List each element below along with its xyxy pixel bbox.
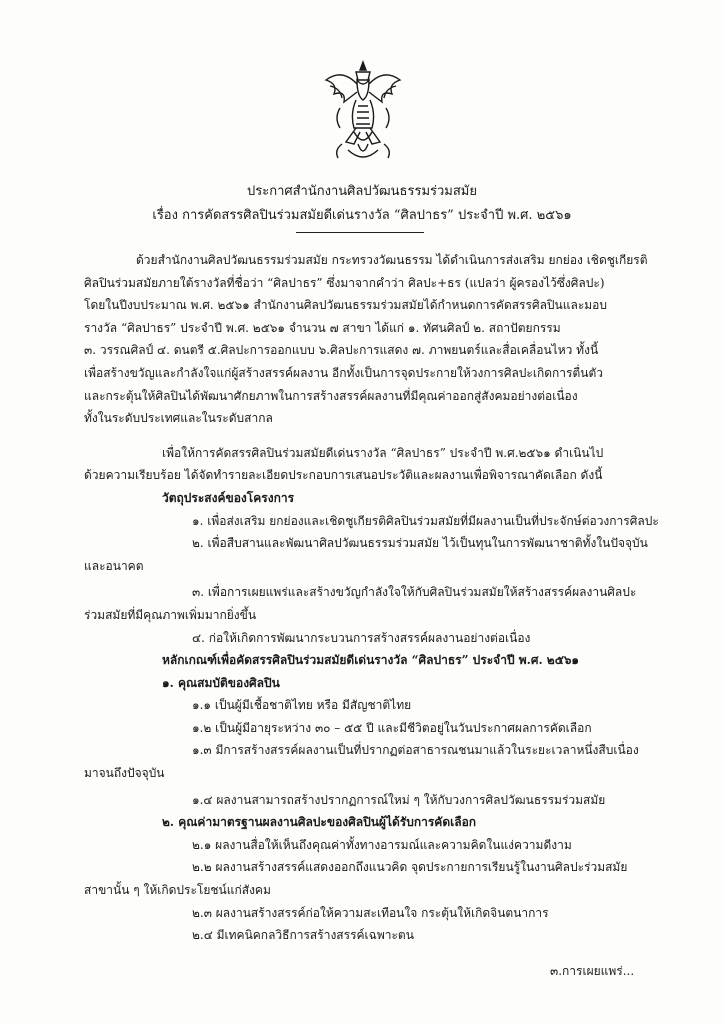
agency-title: ประกาศสำนักงานศิลปวัฒนธรรมร่วมสมัย bbox=[246, 184, 477, 199]
objective-item-continued: และอนาคต bbox=[84, 558, 144, 573]
subject-line: เรื่อง การคัดสรรศิลปินร่วมสมัยดีเด่นรางวัล “ศิลปาธร” ประจำปี พ.ศ. ๒๕๖๑ bbox=[152, 208, 572, 223]
purpose-line: ด้วยความเรียบร้อย ได้จัดทำรายละเอียดประกอบการเสนอประวัติและผลงานเพื่อพิจารณาคัดเลือก ดังนี้ bbox=[84, 468, 603, 483]
criteria-item: ๒.๔ มีเทคนิคกลวิธีการสร้างสรรค์เฉพาะตน bbox=[192, 928, 414, 943]
criteria-item-continued: มาจนถึงปัจจุบัน bbox=[84, 766, 165, 781]
objective-item: ๒. เพื่อสืบสานและพัฒนาศิลปวัฒนธรรมร่วมสมัย ไว้เป็นทุนในการพัฒนาชาติทั้งในปัจจุบัน bbox=[192, 536, 648, 551]
objectives-heading: วัตถุประสงค์ของโครงการ bbox=[162, 490, 295, 505]
document-body bbox=[84, 249, 678, 947]
intro-line: และกระตุ้นให้ศิลปินได้พัฒนาศักยภาพในการสร้างสรรค์ผลงานที่มีคุณค่าออกสู่สังคมอย่างต่อเนื่อง bbox=[84, 388, 578, 403]
intro-line: โดยในปีงบประมาณ พ.ศ. ๒๕๖๑ สำนักงานศิลปวัฒนธรรมร่วมสมัยได้กำหนดการคัดสรรศิลปินและมอบ bbox=[84, 298, 608, 313]
garuda-emblem-icon bbox=[320, 58, 406, 166]
objective-item: ๓. เพื่อการเผยแพร่และสร้างขวัญกำลังใจให้กับศิลปินร่วมสมัยให้สร้างสรรค์ผลงานศิลปะ bbox=[192, 585, 637, 600]
purpose-line: เพื่อให้การคัดสรรศิลปินร่วมสมัยดีเด่นรางวัล “ศิลปาธร” ประจำปี พ.ศ.๒๕๖๑ ดำเนินไป bbox=[162, 445, 604, 460]
intro-line: ศิลปินร่วมสมัยภายใต้รางวัลที่ชื่อว่า “ศิลปาธร” ซึ่งมาจากคำว่า ศิลปะ+ธร (แปลว่า ผู้ครองไว้ซึ่งศิลปะ) bbox=[84, 275, 605, 290]
intro-line: เพื่อสร้างขวัญและกำลังใจแก่ผู้สร้างสรรค์ผลงาน อีกทั้งเป็นการจุดประกายให้วงการศิลปะเกิดการตื่นตัว bbox=[84, 365, 603, 380]
objective-item: ๑. เพื่อส่งเสริม ยกย่องและเชิดชูเกียรติศิลปินร่วมสมัยที่มีผลงานเป็นที่ประจักษ์ต่อวงการศิลปะ bbox=[192, 513, 659, 528]
criteria-item: ๒.๑ ผลงานสื่อให้เห็นถึงคุณค่าทั้งทางอารมณ์และความคิดในแง่ความดีงาม bbox=[192, 837, 572, 852]
criteria-section-heading: ๒. คุณค่ามาตรฐานผลงานศิลปะของศิลปินผู้ได้รับการคัดเลือก bbox=[162, 815, 477, 830]
objective-item-continued: ร่วมสมัยที่มีคุณภาพเพิ่มมากยิ่งขึ้น bbox=[84, 607, 257, 622]
objective-item: ๔. ก่อให้เกิดการพัฒนากระบวนการสร้างสรรค์ผลงานอย่างต่อเนื่อง bbox=[192, 630, 531, 645]
criteria-item: ๒.๓ ผลงานสร้างสรรค์ก่อให้ความสะเทือนใจ กระตุ้นให้เกิดจินตนาการ bbox=[192, 905, 549, 920]
criteria-section-heading: ๑. คุณสมบัติของศิลปิน bbox=[162, 675, 280, 690]
intro-line: ๓. วรรณศิลป์ ๔. ดนตรี ๕.ศิลปะการออกแบบ ๖.ศิลปะการแสดง ๗. ภาพยนตร์และสื่อเคลื่อนไหว ทั้งนี้ bbox=[84, 343, 599, 358]
intro-line: ด้วยสำนักงานศิลปวัฒนธรรมร่วมสมัย กระทรวงวัฒนธรรม ได้ดำเนินการส่งเสริม ยกย่อง เชิดชูเกียรติ bbox=[136, 253, 648, 267]
criteria-item-continued: สาขานั้น ๆ ให้เกิดประโยชน์แก่สังคม bbox=[84, 883, 271, 898]
criteria-item: ๒.๒ ผลงานสร้างสรรค์แสดงออกถึงแนวคิด จุดประกายการเรียนรู้ในงานศิลปะร่วมสมัย bbox=[192, 860, 628, 875]
criteria-item: ๑.๑ เป็นผู้มีเชื้อชาติไทย หรือ มีสัญชาติไทย bbox=[192, 698, 412, 713]
criteria-item: ๑.๔ ผลงานสามารถสร้างปรากฏการณ์ใหม่ ๆ ให้กับวงการศิลปวัฒนธรรมร่วมสมัย bbox=[192, 792, 606, 807]
intro-line: ทั้งในระดับประเทศและในระดับสากล bbox=[84, 411, 273, 426]
intro-line: รางวัล “ศิลปาธร” ประจำปี พ.ศ. ๒๕๖๑ จำนวน ๗ สาขา ได้แก่ ๑. ทัศนศิลป์ ๒. สถาปัตยกรรม bbox=[84, 320, 561, 335]
header-divider bbox=[296, 232, 424, 233]
criteria-item: ๑.๒ เป็นผู้มีอายุระหว่าง ๓๐ – ๕๕ ปี และมีชีวิตอยู่ในวันประกาศผลการคัดเลือก bbox=[192, 720, 592, 735]
continuation-marker: ๓.การเผยแพร่... bbox=[550, 964, 635, 978]
criteria-item: ๑.๓ มีการสร้างสรรค์ผลงานเป็นที่ปรากฏต่อสาธารณชนมาแล้วในระยะเวลาหนึ่งสืบเนื่อง bbox=[192, 743, 639, 758]
criteria-heading: หลักเกณฑ์เพื่อคัดสรรศิลปินร่วมสมัยดีเด่นรางวัล “ศิลปาธร” ประจำปี พ.ศ. ๒๕๖๑ bbox=[162, 653, 580, 668]
